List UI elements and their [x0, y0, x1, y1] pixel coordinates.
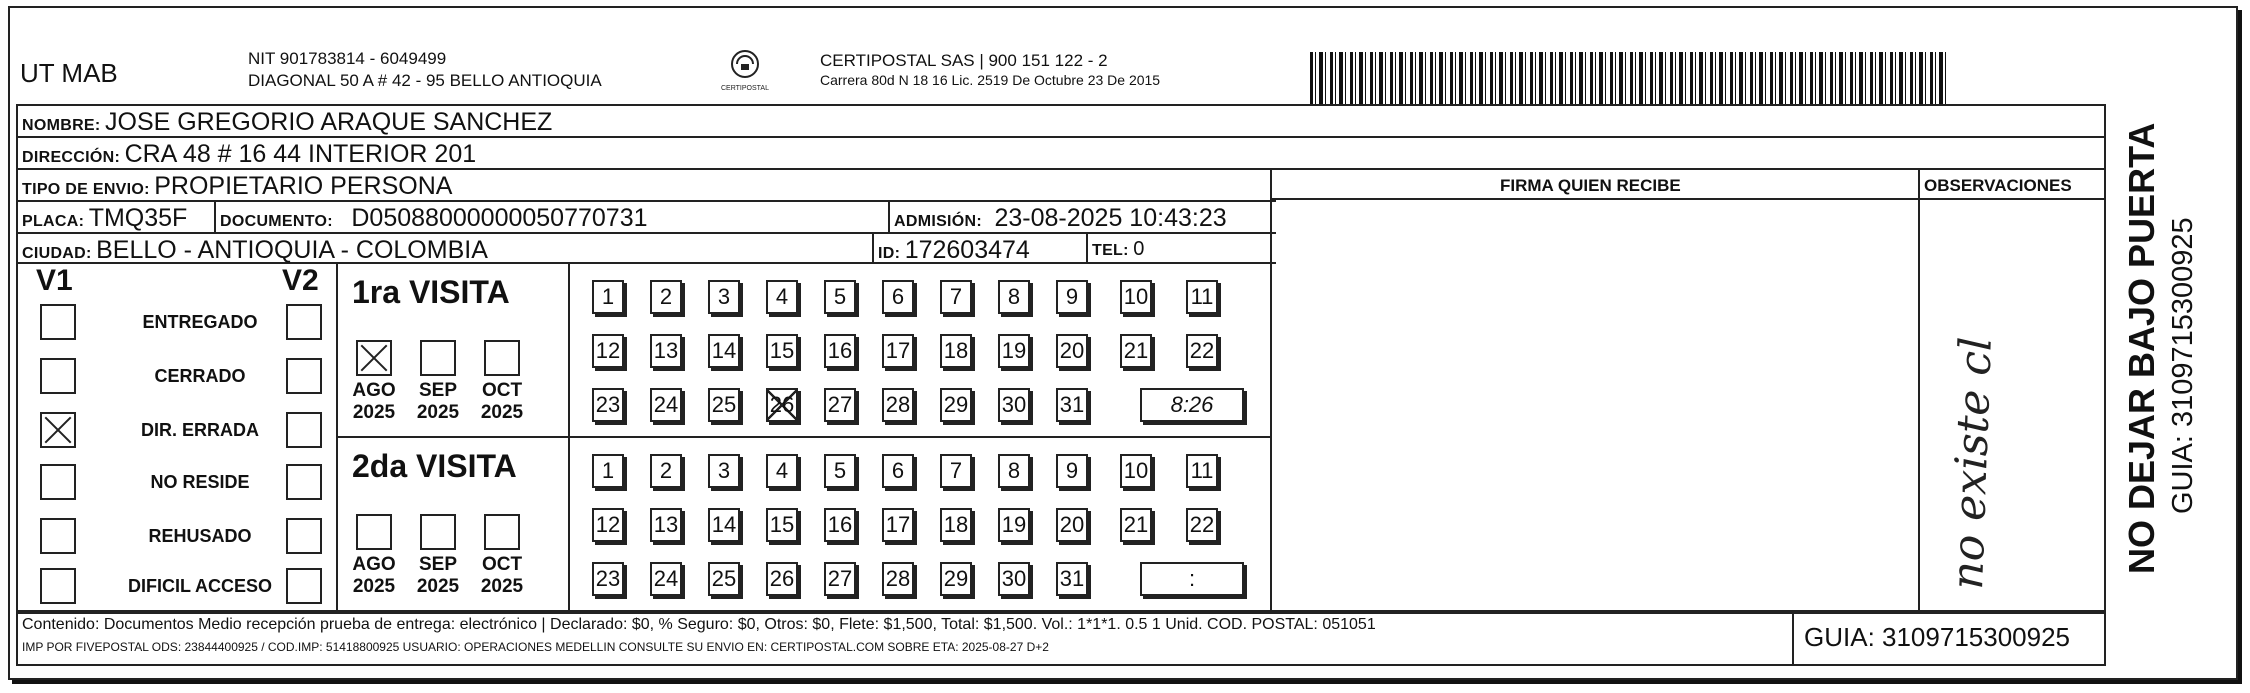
v1-checkbox[interactable] — [40, 464, 76, 500]
day-box[interactable]: 2 — [650, 454, 682, 488]
plate-label: PLACA: — [22, 213, 85, 230]
day-box[interactable]: 2 — [650, 280, 682, 314]
month-label: OCT — [481, 380, 523, 401]
day-box[interactable]: 13 — [650, 508, 682, 542]
v2-checkbox[interactable] — [286, 304, 322, 340]
day-box[interactable]: 7 — [940, 280, 972, 314]
day-box[interactable]: 17 — [882, 334, 914, 368]
day-box[interactable]: 20 — [1056, 334, 1088, 368]
day-box[interactable]: 11 — [1186, 454, 1218, 488]
day-box[interactable]: 10 — [1120, 280, 1152, 314]
day-box[interactable]: 19 — [998, 508, 1030, 542]
month-label: SEP — [418, 554, 458, 575]
day-box[interactable]: 3 — [708, 454, 740, 488]
month-label: SEP — [418, 380, 458, 401]
month-checkbox[interactable] — [356, 514, 392, 550]
day-box[interactable]: 20 — [1056, 508, 1088, 542]
status-label: CERRADO — [154, 366, 246, 386]
side-panel — [2110, 104, 2230, 604]
v1-label: V1 — [36, 264, 73, 297]
month-checkbox[interactable] — [420, 340, 456, 376]
day-box[interactable]: 30 — [998, 388, 1030, 422]
barcode — [1310, 52, 1946, 104]
day-box[interactable]: 21 — [1120, 508, 1152, 542]
divider — [872, 232, 874, 262]
tel-row — [1092, 238, 1144, 261]
divider — [888, 200, 890, 232]
day-box[interactable]: 31 — [1056, 388, 1088, 422]
day-box[interactable]: 16 — [824, 508, 856, 542]
month-checkbox[interactable] — [356, 340, 392, 376]
v1-checkbox[interactable] — [40, 568, 76, 604]
day-box[interactable]: 25 — [708, 388, 740, 422]
day-box[interactable]: 13 — [650, 334, 682, 368]
day-box[interactable]: 22 — [1186, 508, 1218, 542]
day-box[interactable]: 23 — [592, 562, 624, 596]
day-box[interactable]: 29 — [940, 562, 972, 596]
month-year: 2025 — [352, 576, 396, 597]
name-value: JOSE GREGORIO ARAQUE SANCHEZ — [105, 108, 553, 136]
shipping-type-label: TIPO DE ENVIO: — [22, 181, 150, 198]
day-box[interactable]: 15 — [766, 508, 798, 542]
visit-title: 1ra VISITA — [352, 274, 510, 310]
day-box[interactable]: 7 — [940, 454, 972, 488]
city-row — [22, 236, 488, 265]
observations-label: OBSERVACIONES — [1924, 176, 2072, 195]
v1-checkbox[interactable] — [40, 412, 76, 448]
time-box[interactable]: 8:26 — [1140, 388, 1244, 422]
handwritten-text: no existe cl 16 — [1942, 328, 2005, 591]
v2-checkbox[interactable] — [286, 464, 322, 500]
divider — [214, 200, 216, 232]
day-box[interactable]: 19 — [998, 334, 1030, 368]
tel-value: 0 — [1133, 238, 1145, 260]
company-logo — [714, 44, 776, 100]
id-value: 172603474 — [904, 236, 1030, 264]
day-box[interactable]: 28 — [882, 388, 914, 422]
day-box[interactable]: 5 — [824, 280, 856, 314]
day-box[interactable]: 27 — [824, 388, 856, 422]
day-box[interactable]: 3 — [708, 280, 740, 314]
day-box[interactable]: 29 — [940, 388, 972, 422]
status-label: DIFICIL ACCESO — [127, 576, 272, 596]
document-value: D05088000000050770731 — [351, 204, 648, 232]
handwritten-note — [1924, 328, 2094, 598]
v1-checkbox[interactable] — [40, 358, 76, 394]
name-row — [22, 108, 552, 137]
day-box[interactable]: 9 — [1056, 280, 1088, 314]
signature-label: FIRMA QUIEN RECIBE — [1500, 176, 1681, 195]
divider — [1270, 168, 1272, 612]
address-value: CRA 48 # 16 44 INTERIOR 201 — [124, 140, 477, 168]
month-label: OCT — [481, 554, 523, 575]
shipping-label — [8, 6, 2238, 680]
visit-title: 2da VISITA — [352, 448, 517, 484]
day-box[interactable]: 12 — [592, 508, 624, 542]
divider — [1270, 198, 2106, 200]
day-box[interactable]: 9 — [1056, 454, 1088, 488]
day-box[interactable]: 23 — [592, 388, 624, 422]
shipping-type-row — [22, 172, 452, 201]
day-box[interactable]: 4 — [766, 454, 798, 488]
month-year: 2025 — [480, 576, 524, 597]
address-row — [22, 140, 476, 169]
status-label: DIR. ERRADA — [140, 420, 259, 440]
sender-address: DIAGONAL 50 A # 42 - 95 BELLO ANTIOQUIA — [248, 71, 602, 90]
day-box[interactable]: 6 — [882, 454, 914, 488]
company-license: Carrera 80d N 18 16 Lic. 2519 De Octubre 23 De 2015 — [820, 72, 1161, 88]
day-box[interactable]: 1 — [592, 454, 624, 488]
day-box[interactable]: 12 — [592, 334, 624, 368]
day-box[interactable]: 15 — [766, 334, 798, 368]
admission-row — [894, 204, 1227, 233]
day-box[interactable]: 22 — [1186, 334, 1218, 368]
month-checkbox[interactable] — [484, 340, 520, 376]
name-label: NOMBRE: — [22, 117, 101, 134]
day-box[interactable]: 5 — [824, 454, 856, 488]
footer-guia: GUIA: 3109715300925 — [1804, 622, 2070, 652]
id-label: ID: — [878, 245, 901, 262]
day-box[interactable]: 8 — [998, 280, 1030, 314]
sender-name: UT MAB — [20, 58, 118, 88]
day-box[interactable]: 25 — [708, 562, 740, 596]
time-box[interactable]: : — [1140, 562, 1244, 596]
v1-checkbox[interactable] — [40, 518, 76, 554]
month-checkbox[interactable] — [484, 514, 520, 550]
v2-checkbox[interactable] — [286, 518, 322, 554]
logo-text: CERTIPOSTAL — [721, 85, 769, 92]
day-box[interactable]: 26 — [766, 562, 798, 596]
day-box[interactable]: 18 — [940, 334, 972, 368]
day-box[interactable]: 8 — [998, 454, 1030, 488]
tel-label: TEL: — [1092, 242, 1129, 259]
day-box[interactable]: 14 — [708, 334, 740, 368]
day-box[interactable]: 31 — [1056, 562, 1088, 596]
status-label: REHUSADO — [148, 526, 252, 546]
day-box[interactable]: 27 — [824, 562, 856, 596]
status-label: ENTREGADO — [142, 312, 258, 332]
day-box[interactable]: 26 — [766, 388, 798, 422]
side-guia: GUIA: 3109715300925 — [2167, 217, 2199, 514]
plate-value: TMQ35F — [88, 204, 188, 232]
day-box[interactable]: 21 — [1120, 334, 1152, 368]
address-label: DIRECCIÓN: — [22, 149, 121, 166]
footer-contents: Contenido: Documentos Medio recepción prueba de entrega: electrónico | Declarado: $0, % Seguro: $0, Otros: $0, Flete: $1,500, Total: $1,500. Vol.: 1*1*1. 0.5 1 Unid. COD. POSTAL: 051051 — [22, 616, 1376, 633]
month-year: 2025 — [416, 402, 460, 423]
day-box[interactable]: 24 — [650, 388, 682, 422]
shipping-type-value: PROPIETARIO PERSONA — [154, 172, 453, 200]
day-box[interactable]: 6 — [882, 280, 914, 314]
day-box[interactable]: 28 — [882, 562, 914, 596]
day-box[interactable]: 1 — [592, 280, 624, 314]
v2-label: V2 — [282, 264, 319, 297]
divider — [336, 436, 1270, 438]
status-label: NO RESIDE — [150, 472, 250, 492]
v1-checkbox[interactable] — [40, 304, 76, 340]
day-box[interactable]: 11 — [1186, 280, 1218, 314]
month-year: 2025 — [352, 402, 396, 423]
day-box[interactable]: 30 — [998, 562, 1030, 596]
city-label: CIUDAD: — [22, 245, 92, 262]
sender-nit: NIT 901783814 - 6049499 — [248, 49, 447, 68]
day-box[interactable]: 4 — [766, 280, 798, 314]
side-warning: NO DEJAR BAJO PUERTA — [2121, 122, 2162, 574]
day-box[interactable]: 16 — [824, 334, 856, 368]
month-label: AGO — [352, 554, 396, 575]
day-box[interactable]: 18 — [940, 508, 972, 542]
document-label: DOCUMENTO: — [220, 213, 333, 230]
month-year: 2025 — [416, 576, 460, 597]
month-checkbox[interactable] — [420, 514, 456, 550]
plate-row — [22, 204, 187, 233]
admission-value: 23-08-2025 10:43:23 — [994, 204, 1227, 232]
company-name: CERTIPOSTAL SAS | 900 151 122 - 2 — [820, 51, 1108, 70]
document-row — [220, 204, 648, 233]
day-box[interactable]: 14 — [708, 508, 740, 542]
v2-checkbox[interactable] — [286, 358, 322, 394]
v2-checkbox[interactable] — [286, 568, 322, 604]
divider — [1086, 232, 1088, 262]
footer-print-info: IMP POR FIVEPOSTAL ODS: 23844400925 / COD.IMP: 51418800925 USUARIO: OPERACIONES MEDELLIN CONSULTE SU ENVIO EN: CERTIPOSTAL.COM SOBRE ETA: 2025-08-27 D+2 — [22, 640, 1049, 654]
day-box[interactable]: 24 — [650, 562, 682, 596]
admission-label: ADMISIÓN: — [894, 213, 983, 230]
v2-checkbox[interactable] — [286, 412, 322, 448]
city-value: BELLO - ANTIOQUIA - COLOMBIA — [96, 236, 488, 264]
day-box[interactable]: 17 — [882, 508, 914, 542]
month-label: AGO — [352, 380, 396, 401]
divider — [1792, 612, 1794, 666]
id-row — [878, 236, 1030, 265]
month-year: 2025 — [480, 402, 524, 423]
day-box[interactable]: 10 — [1120, 454, 1152, 488]
divider — [1918, 168, 1920, 612]
